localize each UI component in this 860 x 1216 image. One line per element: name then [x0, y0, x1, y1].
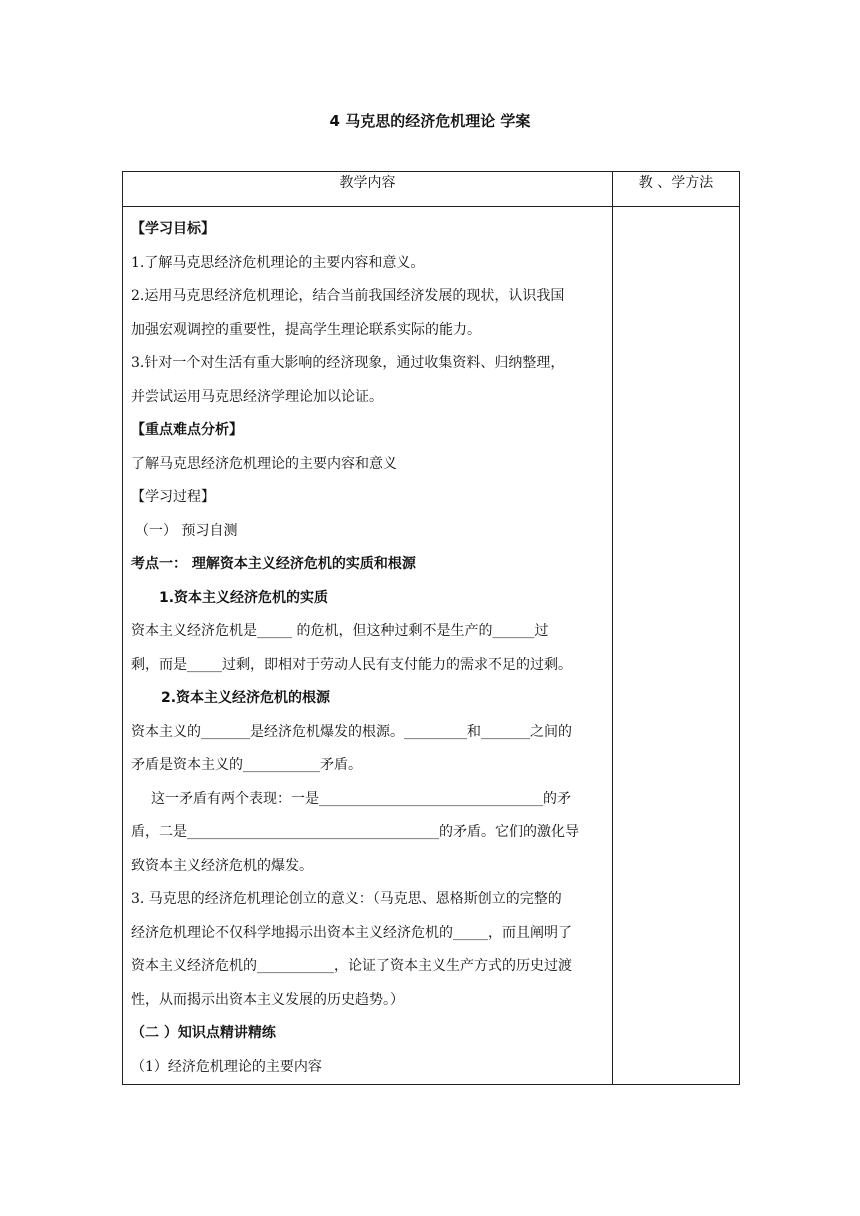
objective-1: 1.了解马克思经济危机理论的主要内容和意义。 [131, 254, 425, 271]
significance-line-3: 资本主义经济危机的___________，论证了资本主义生产方式的历史过渡 [131, 958, 572, 974]
table-header-row [123, 172, 740, 207]
contradiction-line-3: 致资本主义经济危机的爆发。 [131, 857, 313, 874]
objective-2-line-1: 2.运用马克思经济危机理论，结合当前我国经济发展的现状，认识我国 [131, 288, 565, 304]
key-point-text: 了解马克思经济危机理论的主要内容和意义 [131, 455, 397, 472]
root-line-1: 资本主义的_______是经济危机爆发的根源。_________和_______之间的 [131, 723, 572, 740]
subsection-preview: （一） 预习自测 [135, 522, 238, 539]
lesson-plan-table [122, 171, 740, 1085]
method-column-header: 教 、学方法 [613, 172, 740, 207]
method-cell [613, 207, 740, 1085]
objective-2-line-2: 加强宏观调控的重要性，提高学生理论联系实际的能力。 [131, 321, 481, 338]
significance-line-4: 性，从而揭示出资本主义发展的历史趋势。） [131, 991, 404, 1008]
objective-3-line-1: 3.针对一个对生活有重大影响的经济现象，通过收集资料、归纳整理， [131, 355, 565, 371]
significance-line-2: 经济危机理论不仅科学地揭示出资本主义经济危机的_____，而且阐明了 [131, 924, 572, 941]
section-heading-key-points: 【重点难点分析】 [131, 422, 243, 438]
section-heading-objectives: 【学习目标】 [131, 221, 215, 237]
table-body-row [123, 207, 740, 1085]
essence-line-1: 资本主义经济危机是_____ 的危机，但这种过剩不是生产的______过 [131, 623, 549, 639]
topic-essence-heading: 1.资本主义经济危机的实质 [159, 589, 329, 606]
section-heading-process: 【学习过程】 [131, 489, 215, 505]
subsection-practice-heading: （二 ）知识点精讲精练 [131, 1025, 276, 1041]
practice-item-1: （1）经济危机理论的主要内容 [131, 1058, 322, 1075]
contradiction-line-1: 这一矛盾有两个表现：一是________________________________的矛 [151, 790, 571, 807]
significance-line-1: 3. 马克思的经济危机理论创立的意义：（马克思、恩格斯创立的完整的 [131, 891, 562, 907]
content-cell [123, 207, 613, 1085]
essence-line-2: 剩，而是_____过剩，即相对于劳动人民有支付能力的需求不足的过剩。 [131, 656, 572, 673]
exam-point-1: 考点一： 理解资本主义经济危机的实质和根源 [131, 556, 416, 572]
root-line-2: 矛盾是资本主义的___________矛盾。 [131, 757, 362, 773]
contradiction-line-2: 盾，二是____________________________________的矛盾。它们的激化导 [131, 824, 579, 840]
page-title: 4 马克思的经济危机理论 学案 [329, 112, 531, 130]
topic-root-heading: 2.资本主义经济危机的根源 [161, 690, 331, 706]
objective-3-line-2: 并尝试运用马克思经济学理论加以论证。 [131, 388, 383, 405]
content-column-header: 教学内容 [123, 172, 613, 207]
